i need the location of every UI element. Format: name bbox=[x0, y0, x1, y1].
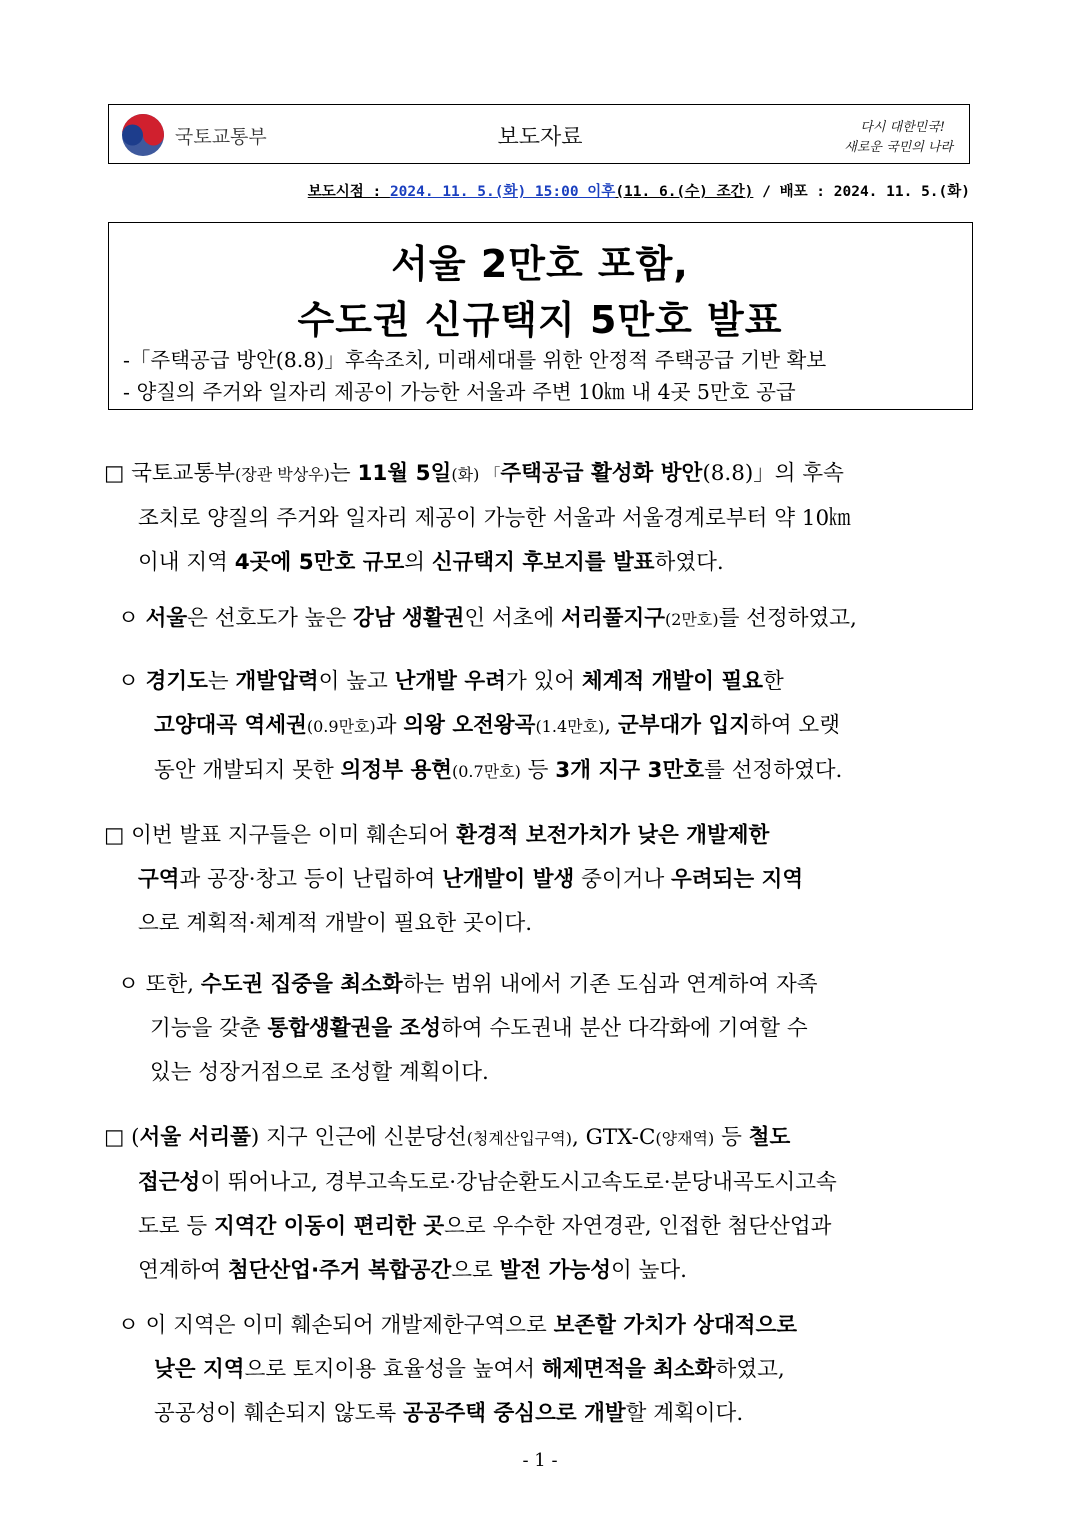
text-line: 공공성이 훼손되지 않도록 공공주택 중심으로 개발할 계획이다. bbox=[154, 1401, 744, 1426]
text-line: 이내 지역 4곳에 5만호 규모의 신규택지 후보지를 발표하였다. bbox=[138, 550, 724, 575]
text-line: □ 이번 발표 지구들은 이미 훼손되어 환경적 보전가치가 낮은 개발제한 bbox=[104, 823, 770, 848]
paragraph-2 bbox=[118, 597, 984, 642]
document-type: 보도자료 bbox=[497, 125, 583, 150]
text-line: ㅇ 또한, 수도권 집중을 최소화하는 범위 내에서 기존 도심과 연계하여 자족 bbox=[118, 972, 818, 997]
text-line: ㅇ 경기도는 개발압력이 높고 난개발 우려가 있어 체계적 개발이 필요한 bbox=[118, 669, 784, 694]
text-line: 기능을 갖춘 통합생활권을 조성하여 수도권내 분산 다각화에 기여할 수 bbox=[150, 1016, 808, 1041]
text-line: 고양대곡 역세권(0.9만호)과 의왕 오전왕곡(1.4만호), 군부대가 입지하여 오랫 bbox=[154, 713, 840, 738]
headline-line-2: 수도권 신규택지 5만호 발표 bbox=[297, 298, 783, 342]
subtitle-2: - 양질의 주거와 일자리 제공이 가능한 서울과 주변 10㎞ 내 4곳 5만호 공급 bbox=[123, 380, 796, 404]
text-line: 낮은 지역으로 토지이용 효율성을 높여서 해제면적을 최소화하였고, bbox=[154, 1357, 785, 1382]
release-info bbox=[308, 180, 970, 201]
release-time: 2024. 11. 5.(화) 15:00 이후 bbox=[389, 184, 616, 200]
text-line: ㅇ 이 지역은 이미 훼손되어 개발제한구역으로 보존할 가치가 상대적으로 bbox=[118, 1313, 798, 1338]
release-label: 보도시점 : bbox=[307, 184, 390, 200]
svg-text:다시 대한민국!: 다시 대한민국! bbox=[860, 120, 945, 135]
paragraph-5 bbox=[118, 963, 984, 1095]
subtitle-1: -「주택공급 방안(8.8)」후속조치, 미래세대를 위한 안정적 주택공급 기반 확보 bbox=[123, 348, 827, 372]
text-line: 연계하여 첨단산업·주거 복합공간으로 발전 가능성이 높다. bbox=[138, 1258, 687, 1283]
text-line: □ (서울 서리풀) 지구 인근에 신분당선(청계산입구역), GTX-C(양재역) 등 철도 bbox=[104, 1125, 791, 1150]
text-line: 도로 등 지역간 이동이 편리한 곳으로 우수한 자연경관, 인접한 첨단산업과 bbox=[138, 1214, 832, 1239]
page-number: - 1 - bbox=[522, 1450, 558, 1471]
text-line: ㅇ 서울은 선호도가 높은 강남 생활권인 서초에 서리풀지구(2만호)를 선정하였고, bbox=[118, 606, 857, 631]
text-line: 접근성이 뛰어나고, 경부고속도로·강남순환도시고속도로·분당내곡도시고속 bbox=[138, 1170, 837, 1195]
text-line: 으로 계획적·체계적 개발이 필요한 곳이다. bbox=[138, 911, 533, 936]
release-paper: (11. 6.(수) 조간) bbox=[615, 184, 754, 200]
paragraph-4 bbox=[104, 814, 984, 946]
slogan-signature bbox=[827, 111, 957, 159]
text-line: 구역과 공장·창고 등이 난립하여 난개발이 발생 중이거나 우려되는 지역 bbox=[138, 867, 804, 892]
press-header bbox=[108, 104, 970, 164]
text-line: □ 국토교통부(장관 박상우)는 11월 5일(화) 「주택공급 활성화 방안(8.8)」의 후속 bbox=[104, 461, 844, 486]
distribution-date: / 배포 : 2024. 11. 5.(화) bbox=[753, 184, 970, 200]
text-line: 있는 성장거점으로 조성할 계획이다. bbox=[150, 1060, 489, 1085]
title-box bbox=[108, 222, 973, 410]
svg-text:새로운 국민의 나라: 새로운 국민의 나라 bbox=[844, 140, 953, 155]
ministry-name: 국토교통부 bbox=[175, 126, 267, 148]
paragraph-6 bbox=[104, 1116, 984, 1293]
paragraph-7 bbox=[118, 1304, 984, 1436]
headline-line-1: 서울 2만호 포함, bbox=[391, 242, 689, 286]
text-line: 동안 개발되지 못한 의정부 용현(0.7만호) 등 3개 지구 3만호를 선정하였다. bbox=[154, 758, 843, 783]
text-line: 조치로 양질의 주거와 일자리 제공이 가능한 서울과 서울경계로부터 약 10㎞ bbox=[138, 506, 851, 531]
paragraph-3 bbox=[118, 660, 984, 794]
paragraph-1 bbox=[104, 452, 984, 585]
